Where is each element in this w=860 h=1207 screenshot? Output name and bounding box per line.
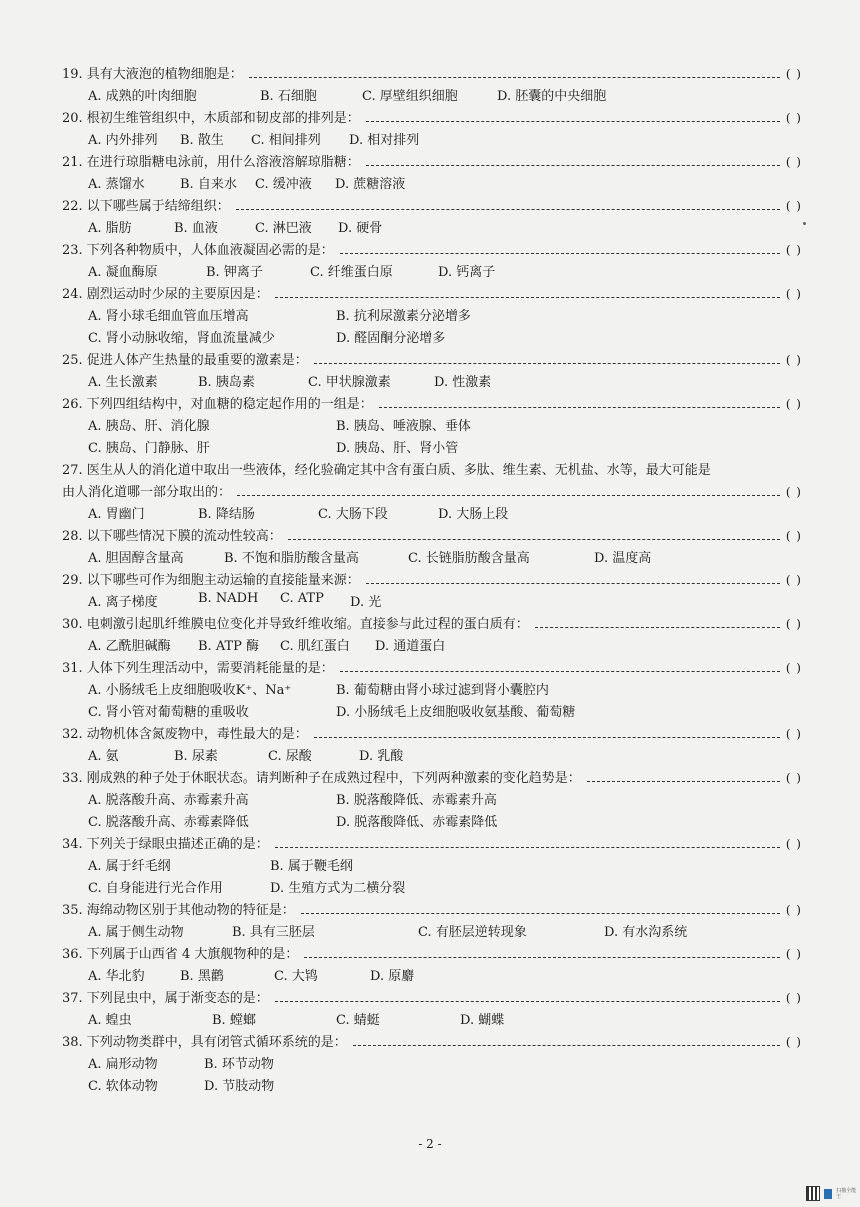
answer-option: A. 胰岛、肝、消化腺: [88, 419, 210, 434]
question-item: [62, 1031, 802, 1097]
question-list: [62, 63, 802, 1097]
dash-leader: [353, 1045, 780, 1046]
question-item: [62, 63, 802, 107]
answer-blank[interactable]: ( ): [785, 661, 802, 675]
question-stem: 36. 下列属于山西省 4 大旗舰物种的是：: [62, 947, 299, 962]
answer-option: D. 温度高: [594, 551, 652, 566]
dash-leader: [236, 209, 780, 210]
answer-option: C. 长链脂肪酸含量高: [408, 551, 530, 566]
question-stem: 19. 具有大液泡的植物细胞是：: [62, 67, 243, 82]
answer-option: A. 胃幽门: [88, 507, 145, 522]
question-stem: 25. 促进人体产生热量的最重要的激素是：: [62, 353, 308, 368]
answer-blank[interactable]: ( ): [785, 67, 802, 81]
options-row: [62, 701, 802, 723]
answer-option: D. 乳酸: [359, 749, 404, 764]
dash-leader: [275, 847, 780, 848]
answer-option: C. 脱落酸升高、赤霉素降低: [88, 815, 249, 830]
answer-option: D. 性激素: [434, 375, 492, 390]
question-stem-row: [62, 723, 802, 745]
answer-option: A. 脱落酸升高、赤霉素升高: [88, 793, 249, 808]
answer-blank[interactable]: ( ): [785, 903, 802, 917]
question-stem-row: [62, 987, 802, 1009]
question-stem-row: [62, 107, 802, 129]
dash-leader: [275, 297, 780, 298]
dash-leader: [366, 583, 780, 584]
options-row: [62, 437, 802, 459]
question-item: [62, 833, 802, 899]
question-stem-row: [62, 283, 802, 305]
question-stem-row: [62, 899, 802, 921]
dash-leader: [314, 737, 780, 738]
answer-option: C. 大鸨: [274, 969, 318, 984]
options-row: [62, 217, 802, 239]
options-row: [62, 855, 802, 877]
question-stem: 32. 动物机体含氮废物中，毒性最大的是：: [62, 727, 308, 742]
answer-option: A. 氨: [88, 749, 119, 764]
question-stem: 30. 电刺激引起肌纤维膜电位变化并导致纤维收缩。直接参与此过程的蛋白质有：: [62, 617, 529, 632]
answer-option: A. 肾小球毛细血管血压增高: [88, 309, 249, 324]
answer-option: B. 石细胞: [260, 89, 317, 104]
dash-leader: [301, 913, 780, 914]
answer-option: D. 脱落酸降低、赤霉素降低: [336, 815, 498, 830]
answer-option: B. 散生: [180, 133, 224, 148]
options-row: [62, 173, 802, 195]
answer-option: D. 钙离子: [438, 265, 496, 280]
answer-option: C. 蜻蜓: [336, 1013, 380, 1028]
answer-option: C. 大肠下段: [318, 507, 388, 522]
question-item: [62, 525, 802, 569]
question-item: [62, 767, 802, 833]
options-row: [62, 745, 802, 767]
answer-option: C. 有胚层逆转现象: [418, 925, 527, 940]
options-row: [62, 1009, 802, 1031]
answer-option: B. 脱落酸降低、赤霉素升高: [336, 793, 497, 808]
answer-blank[interactable]: ( ): [785, 947, 802, 961]
dash-leader: [304, 957, 779, 958]
question-item: [62, 657, 802, 723]
answer-option: A. 蝗虫: [88, 1013, 132, 1028]
question-stem-row: [62, 767, 802, 789]
answer-option: C. 肾小管对葡萄糖的重吸收: [88, 705, 249, 720]
answer-option: D. 蝴蝶: [460, 1013, 505, 1028]
dash-leader: [340, 671, 780, 672]
options-row: [62, 679, 802, 701]
question-item: [62, 569, 802, 613]
question-item: [62, 239, 802, 283]
question-stem-row: [62, 833, 802, 855]
answer-option: C. ATP: [280, 591, 324, 606]
question-stem-row: [62, 151, 802, 173]
scan-speck: [803, 222, 806, 225]
options-row: [62, 789, 802, 811]
answer-option: D. 光: [350, 595, 382, 610]
question-stem-row: [62, 239, 802, 261]
answer-option: D. 生殖方式为二横分裂: [270, 881, 406, 896]
answer-option: D. 有水沟系统: [604, 925, 688, 940]
answer-option: A. 离子梯度: [88, 595, 158, 610]
answer-option: A. 成熟的叶肉细胞: [88, 89, 197, 104]
answer-option: B. 降结肠: [198, 507, 255, 522]
question-stem-row: [62, 569, 802, 591]
answer-option: C. 厚壁组织细胞: [362, 89, 458, 104]
dash-leader: [314, 363, 780, 364]
options-row: [62, 547, 802, 569]
answer-option: A. 凝血酶原: [88, 265, 158, 280]
options-row: [62, 305, 802, 327]
answer-blank[interactable]: ( ): [785, 485, 802, 499]
dash-leader: [366, 165, 780, 166]
question-stem: 37. 下列昆虫中，属于渐变态的是：: [62, 991, 269, 1006]
question-stem-row: [62, 195, 802, 217]
question-stem-row: [62, 349, 802, 371]
dash-leader: [340, 253, 780, 254]
question-stem: 34. 下列关于绿眼虫描述正确的是：: [62, 837, 269, 852]
answer-option: B. 葡萄糖由肾小球过滤到肾小囊腔内: [336, 683, 549, 698]
answer-option: D. 硬骨: [338, 221, 383, 236]
answer-option: D. 胰岛、肝、肾小管: [336, 441, 459, 456]
answer-option: C. 缓冲液: [255, 177, 312, 192]
question-stem: 35. 海绵动物区别于其他动物的特征是：: [62, 903, 295, 918]
question-stem: 21. 在进行琼脂糖电泳前，用什么溶液溶解琼脂糖：: [62, 155, 360, 170]
question-stem: 31. 人体下列生理活动中，需要消耗能量的是：: [62, 661, 334, 676]
question-item: [62, 987, 802, 1031]
options-row: [62, 591, 802, 613]
qr-code-icon: [806, 1186, 820, 1201]
answer-option: D. 蔗糖溶液: [335, 177, 406, 192]
answer-blank[interactable]: ( ): [785, 243, 802, 257]
answer-option: B. 胰岛、唾液腺、垂体: [336, 419, 471, 434]
answer-option: B. 环节动物: [204, 1057, 274, 1072]
answer-blank[interactable]: ( ): [785, 529, 802, 543]
question-item: [62, 195, 802, 239]
question-stem: 26. 下列四组结构中，对血糖的稳定起作用的一组是：: [62, 397, 373, 412]
answer-blank[interactable]: ( ): [785, 397, 802, 411]
answer-option: B. 胰岛素: [198, 375, 255, 390]
answer-option: C. 尿酸: [268, 749, 312, 764]
dash-leader: [366, 121, 780, 122]
options-row: [62, 327, 802, 349]
question-stem-continued-row: [62, 481, 802, 503]
answer-option: C. 淋巴液: [255, 221, 312, 236]
answer-option: A. 生长激素: [88, 375, 158, 390]
question-item: [62, 459, 802, 525]
answer-option: C. 甲状腺激素: [308, 375, 391, 390]
dash-leader: [275, 1001, 780, 1002]
answer-option: A. 蒸馏水: [88, 177, 145, 192]
dash-leader: [288, 539, 780, 540]
question-stem: 38. 下列动物类群中，具有闭管式循环系统的是：: [62, 1035, 347, 1050]
options-row: [62, 921, 802, 943]
answer-option: D. 原麝: [370, 969, 415, 984]
answer-blank[interactable]: ( ): [785, 155, 802, 169]
answer-option: C. 相间排列: [251, 133, 321, 148]
answer-option: C. 软体动物: [88, 1079, 158, 1094]
question-item: [62, 107, 802, 151]
question-stem-row: [62, 63, 802, 85]
answer-option: B. NADH: [198, 591, 259, 606]
answer-option: C. 纤维蛋白原: [310, 265, 393, 280]
question-item: [62, 393, 802, 459]
answer-option: B. 自来水: [180, 177, 237, 192]
answer-option: D. 小肠绒毛上皮细胞吸收氨基酸、葡萄糖: [336, 705, 576, 720]
question-item: [62, 723, 802, 767]
answer-option: A. 属于纤毛纲: [88, 859, 171, 874]
question-stem: 22. 以下哪些属于结缔组织：: [62, 199, 230, 214]
options-row: [62, 1075, 802, 1097]
answer-blank[interactable]: ( ): [785, 837, 802, 851]
scanner-label: 扫描全能王: [836, 1187, 857, 1200]
answer-option: D. 胚囊的中央细胞: [497, 89, 607, 104]
question-item: [62, 349, 802, 393]
dash-leader: [249, 77, 780, 78]
answer-option: C. 肌红蛋白: [280, 639, 350, 654]
question-stem: 27. 医生从人的消化道中取出一些液体，经化验确定其中含有蛋白质、多肽、维生素、无机盐、水等，最大可能是: [62, 463, 711, 478]
answer-blank[interactable]: ( ): [785, 287, 802, 301]
options-row: [62, 129, 802, 151]
question-stem: 33. 刚成熟的种子处于休眠状态。请判断种子在成熟过程中，下列两种激素的变化趋势是：: [62, 771, 581, 786]
question-stem-row: [62, 393, 802, 415]
question-stem-row: [62, 1031, 802, 1053]
question-stem: 28. 以下哪些情况下膜的流动性较高：: [62, 529, 282, 544]
answer-option: C. 肾小动脉收缩，肾血流量减少: [88, 331, 275, 346]
options-row: [62, 261, 802, 283]
answer-blank[interactable]: ( ): [785, 1035, 802, 1049]
question-item: [62, 943, 802, 987]
question-stem-row: [62, 525, 802, 547]
answer-option: A. 胆固醇含量高: [88, 551, 184, 566]
answer-option: B. 黑鹳: [180, 969, 224, 984]
options-row: [62, 371, 802, 393]
question-stem: 23. 下列各种物质中，人体血液凝固必需的是：: [62, 243, 334, 258]
question-item: [62, 283, 802, 349]
answer-option: C. 胰岛、门静脉、肝: [88, 441, 210, 456]
scanner-logo-icon: [824, 1189, 832, 1199]
scanner-watermark: [806, 1186, 860, 1201]
answer-option: A. 华北豹: [88, 969, 145, 984]
question-stem: 20. 根初生维管组织中，木质部和韧皮部的排列是：: [62, 111, 360, 126]
options-row: [62, 503, 802, 525]
question-stem: 24. 剧烈运动时少尿的主要原因是：: [62, 287, 269, 302]
options-row: [62, 1053, 802, 1075]
answer-option: A. 乙酰胆碱酶: [88, 639, 171, 654]
answer-option: A. 小肠绒毛上皮细胞吸收K⁺、Na⁺: [88, 683, 292, 698]
answer-option: D. 通道蛋白: [375, 639, 446, 654]
answer-blank[interactable]: ( ): [785, 111, 802, 125]
answer-option: D. 节肢动物: [204, 1079, 275, 1094]
answer-option: B. 属于鞭毛纲: [270, 859, 353, 874]
answer-blank[interactable]: ( ): [785, 617, 802, 631]
answer-option: B. ATP 酶: [198, 639, 260, 654]
answer-option: B. 尿素: [174, 749, 218, 764]
page-number: - 2 -: [418, 1137, 442, 1151]
answer-option: B. 不饱和脂肪酸含量高: [224, 551, 359, 566]
options-row: [62, 635, 802, 657]
question-item: [62, 151, 802, 195]
question-item: [62, 613, 802, 657]
question-stem-continued: 由人消化道哪一部分取出的：: [62, 485, 232, 500]
question-stem: 29. 以下哪些可作为细胞主动运输的直接能量来源：: [62, 573, 360, 588]
options-row: [62, 85, 802, 107]
answer-option: D. 醛固酮分泌增多: [336, 331, 446, 346]
question-stem-row: [62, 657, 802, 679]
answer-option: A. 内外排列: [88, 133, 158, 148]
dash-leader: [379, 407, 780, 408]
answer-option: A. 扁形动物: [88, 1057, 158, 1072]
answer-blank[interactable]: ( ): [785, 573, 802, 587]
answer-blank[interactable]: ( ): [785, 771, 802, 785]
dash-leader: [587, 781, 780, 782]
question-stem-row: [62, 613, 802, 635]
options-row: [62, 415, 802, 437]
answer-option: D. 相对排列: [349, 133, 420, 148]
answer-option: B. 抗利尿激素分泌增多: [336, 309, 471, 324]
answer-option: B. 具有三胚层: [232, 925, 315, 940]
answer-option: B. 钾离子: [206, 265, 263, 280]
question-stem-row: [62, 943, 802, 965]
options-row: [62, 965, 802, 987]
answer-option: D. 大肠上段: [438, 507, 509, 522]
answer-blank[interactable]: ( ): [785, 991, 802, 1005]
answer-blank[interactable]: ( ): [785, 199, 802, 213]
dash-leader: [535, 627, 780, 628]
dash-leader: [237, 495, 780, 496]
answer-option: B. 血液: [174, 221, 218, 236]
answer-blank[interactable]: ( ): [785, 727, 802, 741]
question-stem-row: [62, 459, 802, 481]
answer-option: A. 属于侧生动物: [88, 925, 184, 940]
answer-option: B. 螳螂: [212, 1013, 256, 1028]
answer-option: A. 脂肪: [88, 221, 132, 236]
answer-option: C. 自身能进行光合作用: [88, 881, 223, 896]
answer-blank[interactable]: ( ): [785, 353, 802, 367]
options-row: [62, 811, 802, 833]
question-item: [62, 899, 802, 943]
options-row: [62, 877, 802, 899]
